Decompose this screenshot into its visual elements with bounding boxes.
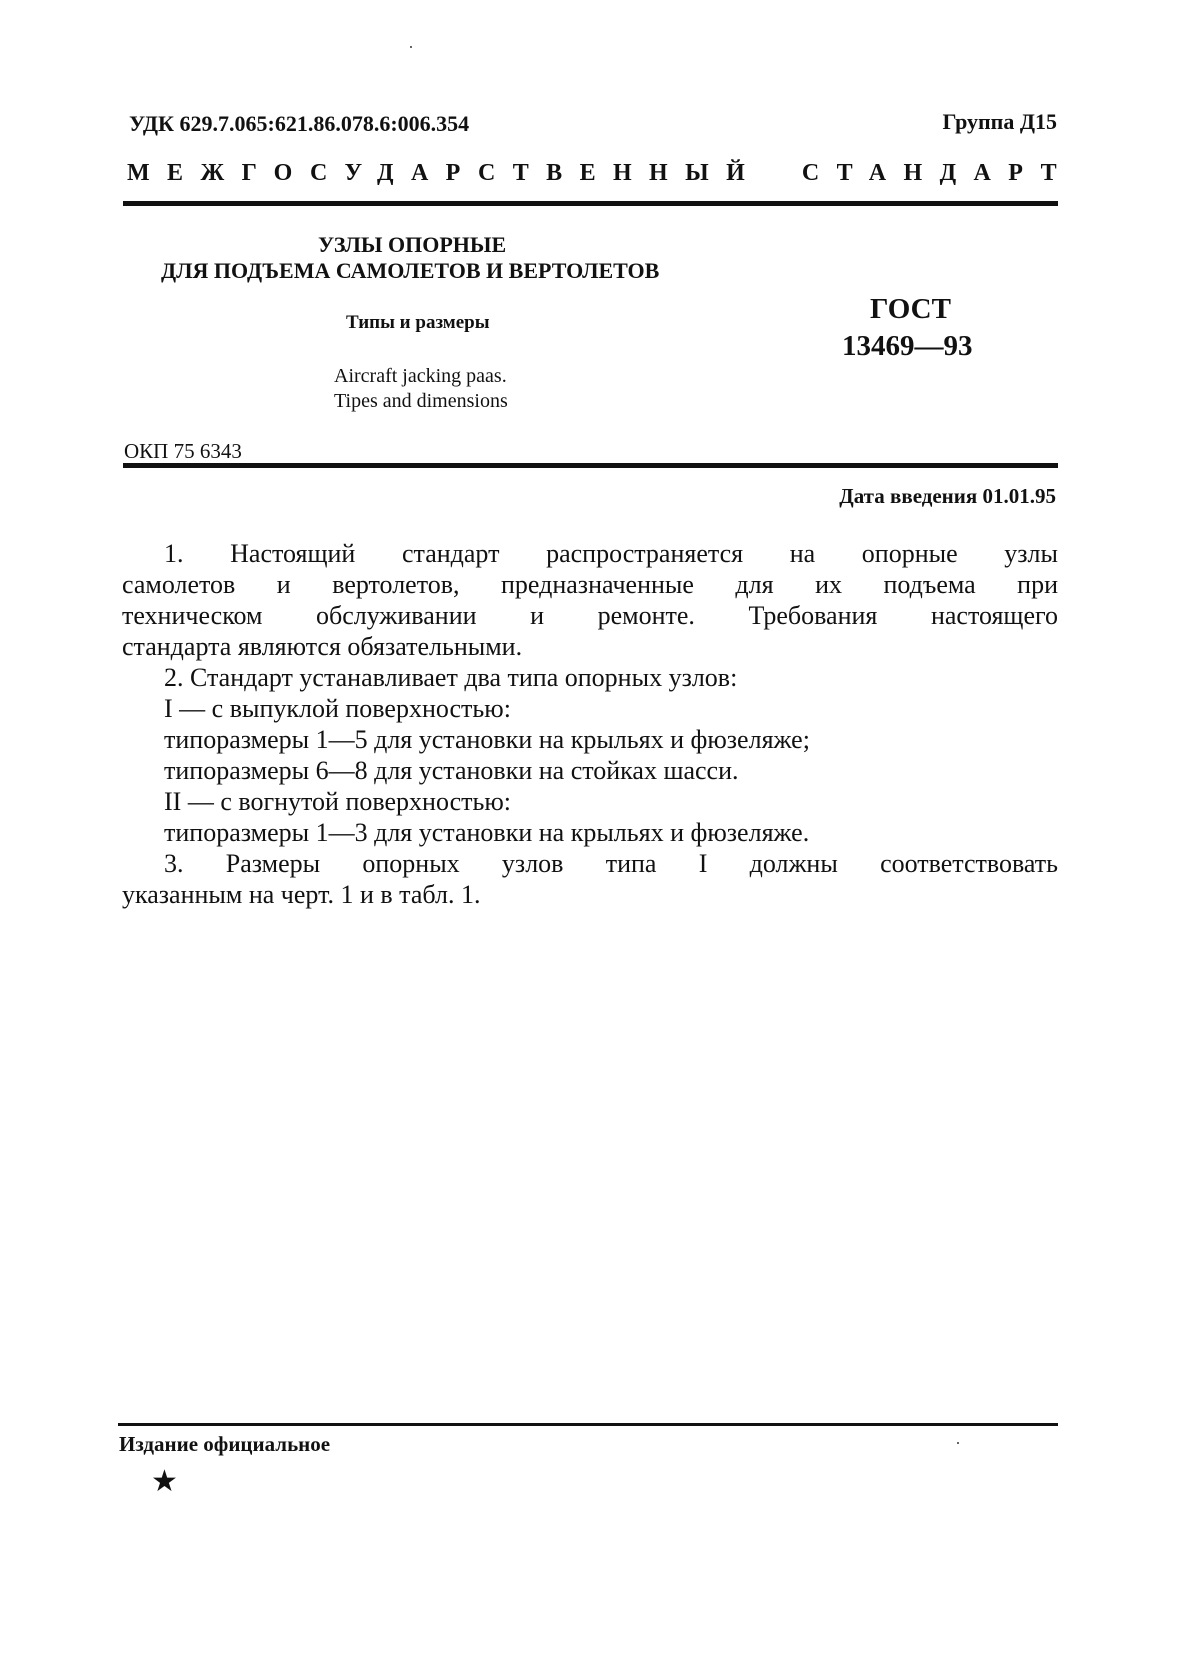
type-ii-heading: II — с вогнутой поверхностью: (164, 787, 512, 816)
paragraph-2: 2. Стандарт устанавливает два типа опорных узлов: (164, 663, 738, 692)
footer-rule (118, 1423, 1058, 1426)
paragraph-1-line: самолетов и вертолетов, предназначенные для их подъема при (122, 570, 1058, 599)
standard-word: СТАНДАРТ (801, 160, 1074, 186)
type-i-sizes-2: типоразмеры 6—8 для установки на стойках шасси. (164, 756, 739, 785)
subtitle: Типы и размеры (346, 312, 490, 333)
paragraph-3-line: 3. Размеры опорных узлов типа I должны соответствовать (164, 849, 1059, 878)
body-text (122, 538, 1058, 910)
star-icon: ★ (151, 1465, 178, 1498)
english-title-line-2: Tipes and dimensions (334, 390, 508, 412)
title-line-1: УЗЛЫ ОПОРНЫЕ (318, 232, 507, 257)
type-i-heading: I — с выпуклой поверхностью: (164, 694, 511, 723)
group-code: Группа Д15 (942, 109, 1057, 134)
type-ii-sizes: типоразмеры 1—3 для установки на крыльях и фюзеляже. (164, 818, 810, 847)
type-i-sizes-1: типоразмеры 1—5 для установки на крыльях и фюзеляже; (164, 725, 810, 754)
paragraph-3-line: указанным на черт. 1 и в табл. 1. (122, 880, 481, 909)
english-title-line-1: Aircraft jacking paas. (334, 365, 507, 387)
paragraph-1-line: стандарта являются обязательными. (122, 632, 523, 661)
interstate-word: МЕЖГОСУДАРСТВЕННЫЙ (127, 160, 763, 186)
header-rule (123, 201, 1058, 206)
interstate-standard-heading (127, 160, 1074, 187)
gost-label: ГОСТ (870, 293, 951, 325)
title-line-2: ДЛЯ ПОДЪЕМА САМОЛЕТОВ И ВЕРТОЛЕТОВ (161, 258, 660, 283)
okp-rule (123, 463, 1058, 468)
introduction-date: Дата введения 01.01.95 (839, 484, 1056, 508)
scan-speck (410, 46, 412, 48)
paragraph-1-line: техническом обслуживании и ремонте. Требования настоящего (122, 601, 1058, 630)
scan-speck (957, 1442, 959, 1444)
gost-number: 13469—93 (842, 330, 973, 362)
udk-code: УДК 629.7.065:621.86.078.6:006.354 (129, 111, 470, 136)
okp-code: ОКП 75 6343 (124, 439, 242, 463)
official-edition-label: Издание официальное (119, 1432, 331, 1456)
paragraph-1-line: 1. Настоящий стандарт распространяется на опорные узлы (164, 539, 1058, 568)
